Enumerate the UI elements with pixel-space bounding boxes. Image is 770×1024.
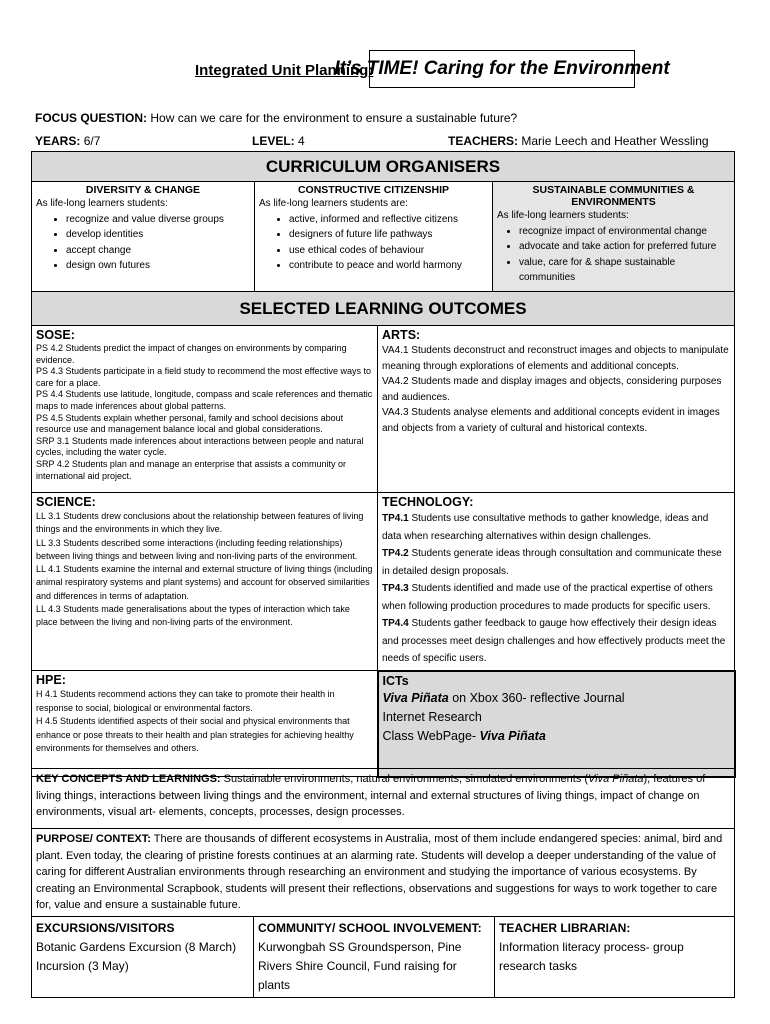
- outcome-code: TP4.2: [382, 548, 409, 559]
- outcome-text: Students generate ideas through consultation and communicate these in detailed design proposals.: [382, 548, 722, 577]
- organiser-heading: SUSTAINABLE COMMUNITIES & ENVIRONMENTS: [532, 184, 695, 208]
- key-concepts-text: Sustainable environments, natural environments, simulated environments (: [220, 773, 589, 785]
- purpose-text: There are thousands of different ecosystems in Australia, most of them include endangered species: animal, bird and plant. Even today, the clearing of pristine forests continues at an alarming rate. Students will develop a deeper understanding of the value of caring for different Australian environments through researching an environment and studying the importance of various ecosystems. By creating an Environmental Scrapbook, students will present their reflections, observations and suggestions for ways to work together to care for, value and ensure a sustainable future.: [36, 833, 723, 911]
- list-item: • develop identities: [66, 227, 250, 243]
- curriculum-organisers-table: [31, 151, 735, 292]
- list-item-text: Class WebPage-: [382, 728, 480, 743]
- organiser-list: [36, 212, 250, 274]
- list-item: • advocate and take action for preferred future: [519, 239, 730, 255]
- science-heading: SCIENCE:: [36, 495, 96, 509]
- outcome-text: Students identified and made use of the practical expertise of others when following production procedures to made products for specific users.: [382, 583, 713, 612]
- years-label: YEARS:: [35, 134, 81, 148]
- science-list: [36, 510, 373, 630]
- curriculum-organisers-band: CURRICULUM ORGANISERS: [32, 152, 735, 182]
- list-item: [383, 727, 730, 746]
- years-value: 6/7: [83, 134, 101, 148]
- organiser-list: [497, 224, 730, 286]
- technology-cell: [378, 493, 735, 671]
- hpe-heading: HPE:: [36, 673, 66, 687]
- outcome-text: Students gather feedback to gauge how effectively their design ideas and processes meet design challenges and how effectively products meet the needs of specific users.: [382, 618, 726, 664]
- list-item: [382, 580, 730, 615]
- list-item: Botanic Gardens Excursion (8 March): [36, 939, 237, 954]
- list-item: PS 4.5 Students explain whether personal, family and school decisions about resource use and management balance local and global considerations.: [36, 412, 344, 435]
- level-value: 4: [298, 134, 305, 148]
- level-label: LEVEL:: [252, 134, 295, 148]
- unit-title: It’s TIME! Caring for the Environment: [369, 50, 635, 88]
- excursions-heading: EXCURSIONS/VISITORS: [36, 920, 175, 935]
- excursions-cell: [32, 916, 254, 997]
- list-item: • active, informed and reflective citizens: [289, 212, 488, 228]
- icts-heading: ICTs: [382, 673, 409, 688]
- years: [35, 134, 100, 148]
- organiser-diversity-change: [32, 182, 255, 292]
- list-item: • recognize impact of environmental change: [519, 224, 730, 240]
- list-item: • contribute to peace and world harmony: [289, 258, 488, 274]
- list-item: H 4.1 Students recommend actions they can take to promote their health in response to social, biological or environmental factors.: [36, 689, 335, 713]
- list-item: SRP 4.2 Students plan and manage an enterprise that assists a community or international aid project.: [36, 458, 347, 481]
- science-cell: [32, 493, 378, 671]
- list-item: • recognize and value diverse groups: [66, 212, 250, 228]
- outcome-code: TP4.4: [382, 618, 409, 629]
- arts-cell: [378, 326, 735, 493]
- community-heading: COMMUNITY/ SCHOOL INVOLVEMENT:: [258, 920, 482, 935]
- list-item: • value, care for & shape sustainable communities: [519, 255, 730, 286]
- game-title: Viva Piñata: [479, 728, 546, 743]
- unit-planning-label: Integrated Unit Planning:: [195, 62, 374, 79]
- purpose-cell: [32, 829, 735, 917]
- list-item: [383, 689, 730, 708]
- purpose-label: PURPOSE/ CONTEXT:: [36, 833, 151, 845]
- organiser-heading: CONSTRUCTIVE CITIZENSHIP: [297, 184, 450, 196]
- arts-heading: ARTS:: [382, 328, 421, 342]
- list-item: • design own futures: [66, 258, 250, 274]
- list-item: H 4.5 Students identified aspects of their social and physical environments that enhance or pose threats to their health and plan strategies for achieving healthy environments for themselves and others.: [36, 716, 354, 753]
- technology-heading: TECHNOLOGY:: [382, 495, 474, 509]
- list-item: VA4.2 Students made and display images and objects, considering purposes and audiences.: [382, 376, 722, 403]
- list-item-text: on Xbox 360- reflective Journal: [448, 690, 625, 705]
- organiser-constructive-citizenship: [255, 182, 493, 292]
- hpe-list: [36, 688, 373, 756]
- librarian-heading: TEACHER LIBRARIAN:: [499, 920, 631, 935]
- list-item: LL 3.3 Students described some interactions (including feeding relationships) between living things and between living and non-living parts of the environment.: [36, 537, 358, 561]
- teachers: [448, 134, 709, 148]
- list-item: [382, 510, 730, 545]
- technology-list: [382, 510, 730, 668]
- focus-text: How can we care for the environment to ensure a sustainable future?: [150, 111, 518, 125]
- list-item: PS 4.2 Students predict the impact of changes on environments by comparing evidence.: [36, 343, 347, 365]
- list-item: [382, 615, 730, 668]
- list-item: LL 4.3 Students made generalisations about the types of interaction which take place between the living and non-living parts of the environment.: [36, 604, 350, 628]
- teachers-value: Marie Leech and Heather Wessling: [521, 134, 709, 148]
- list-item: • designers of future life pathways: [289, 227, 488, 243]
- focus-label: FOCUS QUESTION:: [35, 111, 148, 125]
- learning-outcomes-table: [31, 291, 736, 778]
- context-table: [31, 768, 735, 998]
- teachers-label: TEACHERS:: [448, 134, 519, 148]
- learning-outcomes-band: SELECTED LEARNING OUTCOMES: [32, 292, 735, 326]
- game-title: Viva Piñata: [588, 773, 644, 785]
- level: [252, 134, 305, 148]
- outcome-code: TP4.3: [382, 583, 409, 594]
- list-item: LL 4.1 Students examine the internal and external structure of living things (including animal respiratory systems and plant systems) and account for observed similarities and differences in terms of adaptation.: [36, 564, 373, 601]
- organiser-intro: As life-long learners students:: [36, 198, 168, 209]
- list-item: [382, 545, 730, 580]
- list-item: LL 3.1 Students drew conclusions about the relationship between features of living things and the environments in which they live.: [36, 511, 364, 535]
- list-item: Internet Research: [382, 709, 482, 724]
- organiser-list: [259, 212, 488, 274]
- icts-cell: [378, 671, 735, 777]
- list-item: • accept change: [66, 243, 250, 259]
- list-item: VA4.3 Students analyse elements and additional concepts evident in images and objects from a variety of cultural and historical contexts.: [382, 407, 720, 434]
- community-text: Kurwongbah SS Groundsperson, Pine Rivers Shire Council, Fund raising for plants: [258, 939, 462, 992]
- librarian-cell: [495, 916, 735, 997]
- outcome-text: Students use consultative methods to gather knowledge, ideas and data when researching alternatives within design challenges.: [382, 513, 709, 542]
- organiser-heading: DIVERSITY & CHANGE: [85, 184, 201, 196]
- list-item: PS 4.3 Students participate in a field study to recommend the most effective ways to care for a place.: [36, 366, 372, 388]
- list-item: Incursion (3 May): [36, 958, 129, 973]
- icts-list: [383, 689, 730, 746]
- focus-question: [35, 111, 517, 125]
- arts-list: [382, 343, 730, 436]
- key-concepts-text: ), features of living things, interactions between living things and the environment, internal and external structures of living things, impact of change on environments, visual art- elements, concepts, processes, design processes.: [36, 773, 706, 818]
- hpe-cell: [32, 671, 378, 777]
- list-item: VA4.1 Students deconstruct and reconstruct images and objects to manipulate meaning through explorations of elements and additional concepts.: [382, 345, 729, 372]
- community-cell: [254, 916, 495, 997]
- organiser-intro: As life-long learners students:: [497, 210, 629, 221]
- organiser-intro: As life-long learners students are:: [259, 198, 408, 209]
- list-item: PS 4.4 Students use latitude, longitude, compass and scale references and thematic maps to made inferences about global patterns.: [36, 389, 373, 411]
- sose-heading: SOSE:: [36, 328, 75, 342]
- list-item: • use ethical codes of behaviour: [289, 243, 488, 259]
- sose-cell: [32, 326, 378, 493]
- key-concepts-cell: [32, 769, 735, 829]
- key-concepts-label: KEY CONCEPTS AND LEARNINGS:: [36, 773, 221, 785]
- outcome-code: TP4.1: [382, 513, 409, 524]
- list-item: SRP 3.1 Students made inferences about interactions between people and natural cycles, including the water cycle.: [36, 435, 364, 458]
- game-title: Viva Piñata: [382, 690, 449, 705]
- organiser-sustainable-communities: [493, 182, 735, 292]
- sose-list: [36, 343, 373, 482]
- librarian-text: Information literacy process- group research tasks: [499, 939, 684, 973]
